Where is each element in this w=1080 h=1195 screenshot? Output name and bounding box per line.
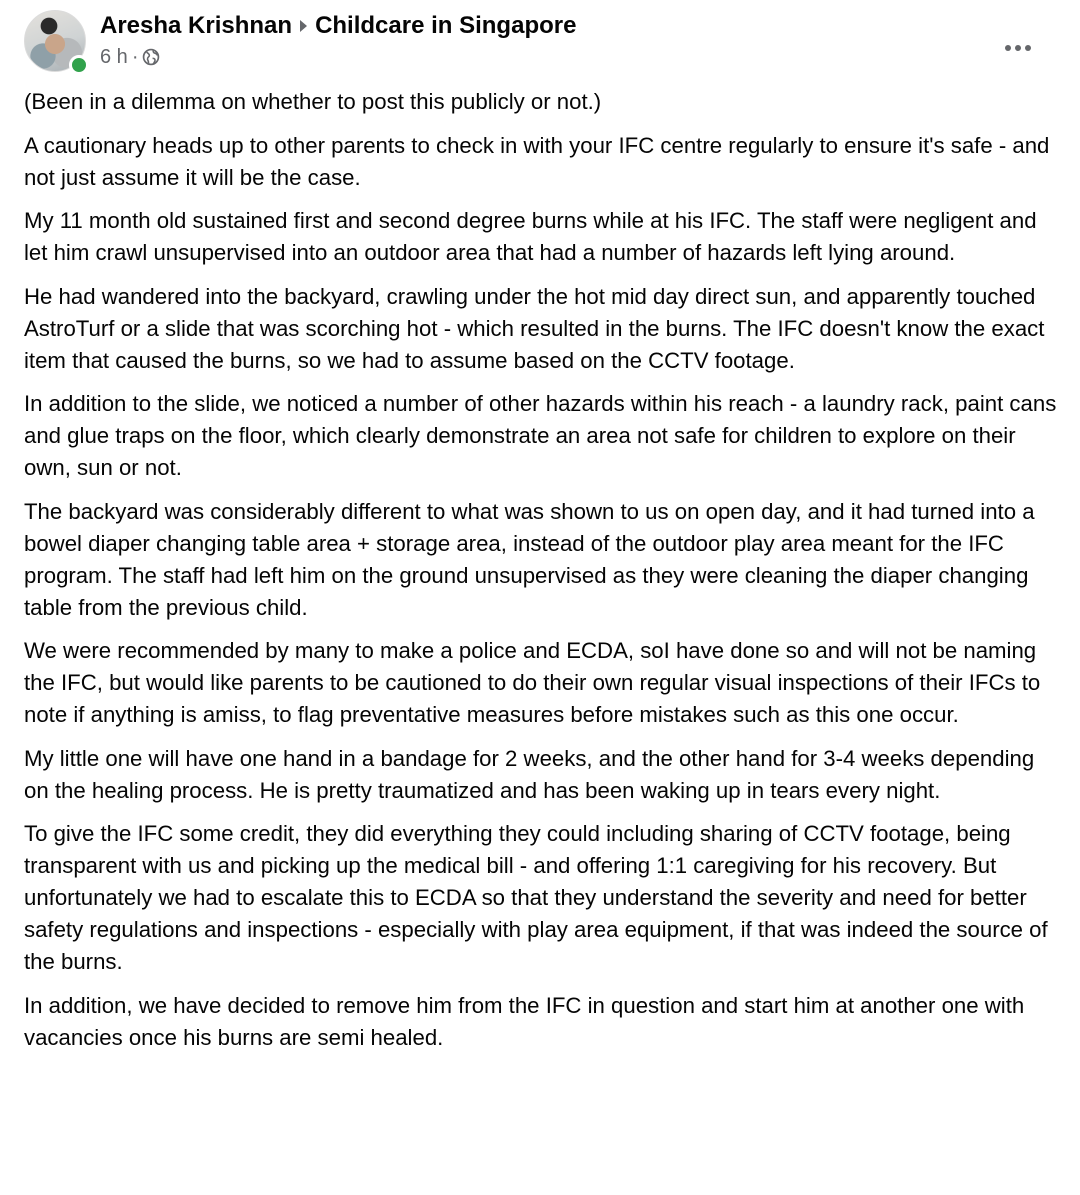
more-options-button[interactable] bbox=[996, 28, 1040, 68]
online-status-indicator bbox=[69, 55, 89, 75]
author-name-link[interactable]: Aresha Krishnan bbox=[100, 12, 293, 39]
post-paragraph: The backyard was considerably different to what was shown to us on open day, and it had turned into a bowel diaper changing table area + storage area, instead of the outdoor play area meant for the IFC program. The staff had left him on the ground unsupervised as they were cleaning the diaper changing table from the previous child. bbox=[24, 498, 1035, 620]
post-paragraph: He had wandered into the backyard, crawling under the hot mid day direct sun, and apparently touched AstroTurf or a slide that was scorching hot - which resulted in the burns. The IFC doesn't know the exact item that caused the burns, so we had to assume based on the CCTV footage. bbox=[24, 283, 1045, 373]
post-paragraph: My 11 month old sustained first and second degree burns while at his IFC. The staff were negligent and let him crawl unsupervised into an outdoor area that had a number of hazards left lying around. bbox=[24, 208, 1037, 265]
post-header bbox=[24, 10, 1056, 74]
post-paragraph: In addition to the slide, we noticed a number of other hazards within his reach - a laundry rack, paint cans and glue traps on the floor, which clearly demonstrate an area not safe for children to explore on their own, sun or not. bbox=[24, 391, 1057, 480]
post-title-line bbox=[100, 12, 576, 40]
more-options-icon bbox=[1005, 45, 1031, 51]
meta-separator: · bbox=[131, 46, 139, 68]
globe-icon[interactable] bbox=[142, 48, 160, 66]
group-name-link[interactable]: Childcare in Singapore bbox=[315, 12, 577, 39]
arrow-right-icon bbox=[300, 20, 307, 32]
post-meta bbox=[100, 44, 160, 70]
post-paragraph: To give the IFC some credit, they did everything they could including sharing of CCTV footage, being transparent with us and picking up the medical bill - and offering 1:1 caregiving for his recovery. But unfortunately we had to escalate this to ECDA so that they understand the severity and need for better safety regulations and inspections - especially with play area equipment, if that was indeed the source of the burns. bbox=[24, 821, 1048, 974]
post-paragraph: We were recommended by many to make a police and ECDA, soI have done so and will not be naming the IFC, but would like parents to be cautioned to do their own regular visual inspections of their IFCs to note if anything is amiss, to flag preventative measures before mistakes such as this one occur. bbox=[24, 638, 1041, 727]
post-paragraph: My little one will have one hand in a bandage for 2 weeks, and the other hand for 3-4 weeks depending on the healing process. He is pretty traumatized and has been waking up in tears every night. bbox=[24, 745, 1035, 803]
post-timestamp[interactable]: 6 h bbox=[100, 46, 128, 68]
post-paragraph: A cautionary heads up to other parents to check in with your IFC centre regularly to ensure it's safe - and not just assume it will be the case. bbox=[24, 132, 1050, 190]
post-paragraph: (Been in a dilemma on whether to post this publicly or not.) bbox=[24, 89, 602, 114]
post-paragraph: In addition, we have decided to remove him from the IFC in question and start him at another one with vacancies once his burns are semi healed. bbox=[24, 992, 1025, 1050]
post-body bbox=[24, 86, 1060, 1065]
